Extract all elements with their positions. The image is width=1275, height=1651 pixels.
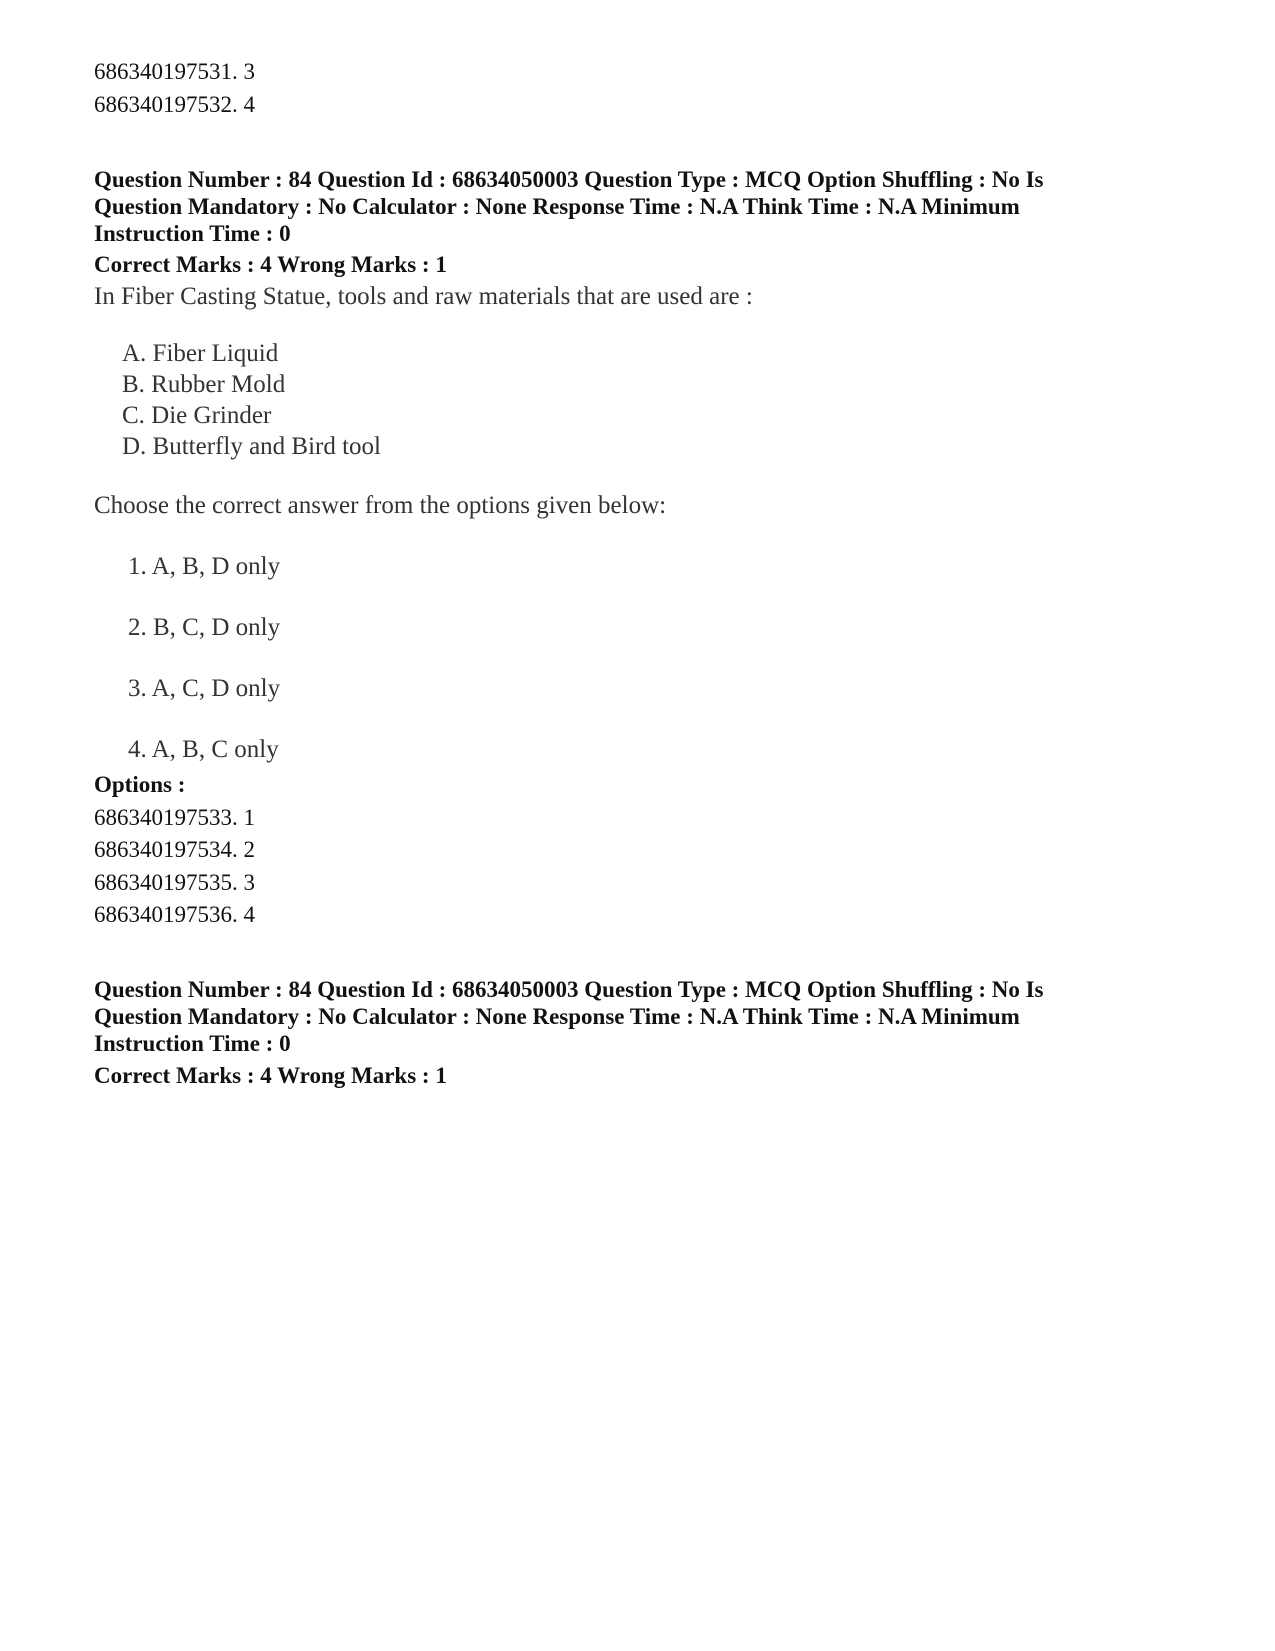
option-3: 686340197535. 3: [94, 870, 255, 895]
prev-option-2: 686340197532. 4: [94, 92, 255, 117]
option-1: 686340197533. 1: [94, 805, 255, 830]
answer-4: 4. A, B, C only: [128, 736, 279, 763]
question-header: Question Number : 84 Question Id : 68634050003 Question Type : MCQ Option Shuffling : No Is Question Mandatory : No Calculator : None Response Time : N.A Think Time : N.A Minimum Instruction Time : 0: [94, 167, 1044, 246]
answer-3: 3. A, C, D only: [128, 675, 281, 702]
question-header-2: Question Number : 84 Question Id : 68634050003 Question Type : MCQ Option Shuffling : No Is Question Mandatory : No Calculator : None Response Time : N.A Think Time : N.A Minimum Instruction Time : 0: [94, 977, 1044, 1056]
option-4: 686340197536. 4: [94, 902, 255, 927]
question-marks-2: Correct Marks : 4 Wrong Marks : 1: [94, 1063, 447, 1088]
choice-c: C. Die Grinder: [122, 402, 272, 429]
option-2: 686340197534. 2: [94, 837, 255, 862]
answer-2: 2. B, C, D only: [128, 614, 281, 641]
question-marks: Correct Marks : 4 Wrong Marks : 1: [94, 252, 447, 277]
prev-option-1: 686340197531. 3: [94, 59, 255, 84]
question-stem: In Fiber Casting Statue, tools and raw materials that are used are :: [94, 283, 753, 310]
choice-a: A. Fiber Liquid: [122, 340, 279, 367]
choice-d: D. Butterfly and Bird tool: [122, 433, 381, 460]
choice-b: B. Rubber Mold: [122, 371, 286, 398]
answer-1: 1. A, B, D only: [128, 553, 281, 580]
question-instruction: Choose the correct answer from the options given below:: [94, 492, 667, 519]
options-label: Options :: [94, 772, 186, 797]
